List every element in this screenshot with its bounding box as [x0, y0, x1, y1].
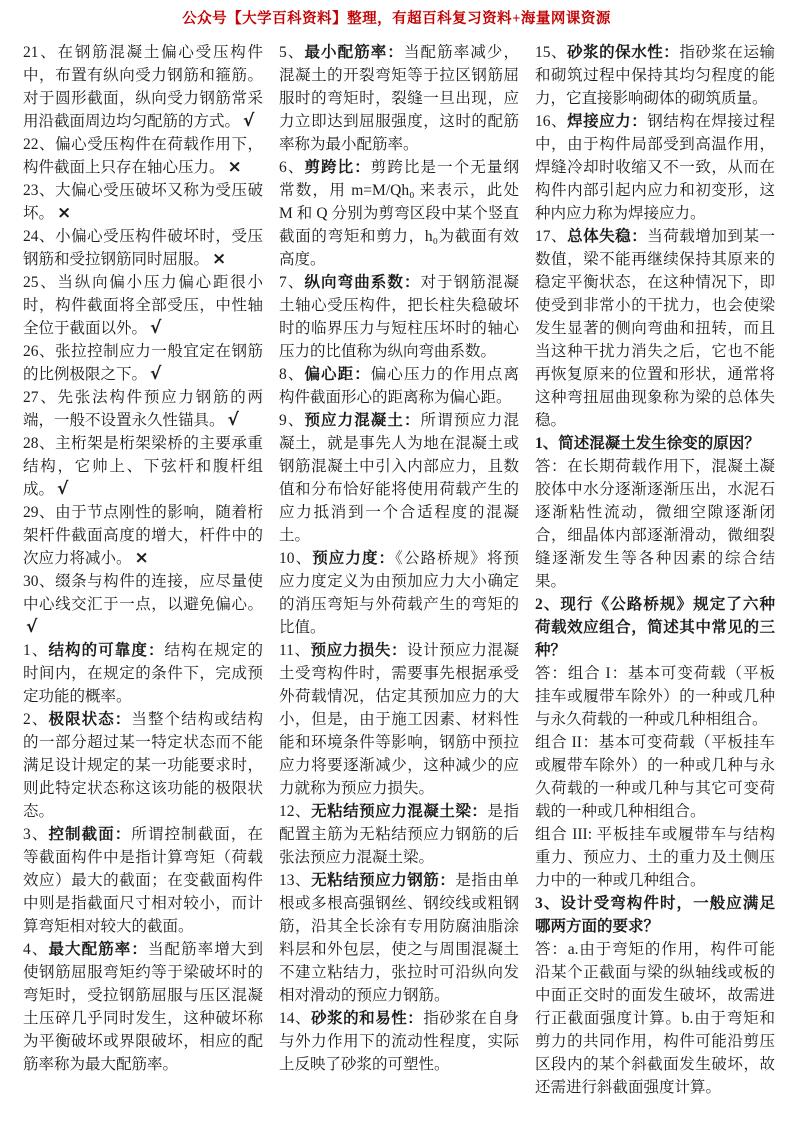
question-text: 1、简述混凝土发生徐变的原因？ — [535, 435, 760, 452]
definition-item — [279, 1007, 519, 1076]
term-name: 结构的可靠度： — [48, 642, 165, 659]
term-name: 最小配筋率： — [304, 44, 404, 61]
item-text: 偏心受压构件在荷载作用下，构件截面上只存在轴心压力。 — [23, 136, 263, 176]
answer-container — [535, 938, 775, 1099]
item-text: 主桁架是桁架梁桥的主要承重结构，它帅上、下弦杆和腹杆组成。 — [23, 435, 263, 498]
answer-mark: √ — [243, 111, 255, 131]
true-false-item — [23, 41, 263, 133]
term-name: 预应力损失： — [310, 642, 408, 659]
document-page — [0, 28, 793, 1099]
true-false-item — [23, 501, 263, 570]
true-false-item — [23, 271, 263, 340]
page-header-banner: 公众号【大学百科资料】整理，有超百科复习资料+海量网课资源 — [182, 11, 611, 27]
answer-mark: √ — [227, 410, 239, 430]
term-body: 当荷载增加到某一数值，梁不能再继续保持其原来的稳定平衡状态，在这种情况下，即使受到非常小的干扰力，也会使梁发生显著的侧向弯曲和扭转，而且当这种干扰力消失之后，它也不能再恢复原来的位置和形状，通常将这种弯扭屈曲现象称为梁的总体失稳。 — [535, 228, 775, 429]
definition-item — [535, 225, 775, 432]
item-number: 8、 — [279, 366, 305, 383]
item-number: 23、 — [23, 182, 56, 199]
term-body: 当配筋率减少，混凝土的开裂弯矩等于拉区钢筋屈服时的弯矩时，裂缝一旦出现，应力立即达到屈服强度，这时的配筋率称为最小配筋率。 — [279, 44, 519, 153]
answer-paragraph: 组合 II：基本可变荷载（平板挂车或履带车除外）的一种或几种与永久荷载的一种或几种与其它可变荷载的一种或几种相组合。 — [535, 734, 775, 820]
term-name: 总体失稳： — [567, 228, 648, 245]
answer-mark: √ — [150, 318, 162, 338]
definition-item — [279, 41, 519, 156]
question-text: 2、现行《公路桥规》规定了六种荷载效应组合，简述其中常见的三种？ — [535, 596, 775, 659]
term-body: 偏心压力的作用点离构件截面形心的距离称为偏心距。 — [279, 366, 519, 406]
item-number: 13、 — [279, 872, 312, 889]
definition-item — [23, 708, 263, 823]
item-number: 3、 — [23, 826, 49, 843]
item-number: 21、 — [23, 44, 58, 61]
answer-container — [535, 455, 775, 593]
term-name: 控制截面： — [48, 826, 132, 843]
term-body: 所谓预应力混凝土，就是事先人为地在混凝土或钢筋混凝土中引入内部应力，且数值和分布恰好能将使用荷载产生的应力抵消到一个合适程度的混凝土。 — [279, 412, 519, 544]
term-body: 钢结构在焊接过程中，由于构件局部受到高温作用，焊缝冷却时收缩又不一致，从而在构件内部引起内应力和初变形，这种内应力称为焊接应力。 — [535, 113, 775, 222]
item-number: 6、 — [279, 159, 305, 176]
term-name: 无粘结预应力混凝土梁： — [311, 803, 488, 820]
answer-mark: √ — [150, 364, 162, 384]
term-name: 纵向弯曲系数： — [304, 274, 421, 291]
term-body: 当配筋率增大到使钢筋屈服弯矩约等于梁破坏时的弯矩时，受拉钢筋屈服与压区混凝土压碎几乎同时发生，这种破坏称为平衡破坏或界限破坏，相应的配筋率称为最大配筋率。 — [23, 941, 263, 1073]
item-number: 11、 — [279, 642, 311, 659]
item-number: 16、 — [535, 113, 568, 130]
text-column-2 — [279, 41, 519, 1099]
definition-item — [535, 41, 775, 110]
answer-paragraph: 答：a.由于弯矩的作用，构件可能沿某个正截面与梁的纵轴线或板的中面正交时的面发生破坏，故需进行正截面强度计算。b.由于弯矩和剪力的共同作用，构件可能沿剪压区段内的某个斜截面发生破坏，故还需进行斜截面强度计算。 — [535, 941, 775, 1096]
term-body: 当整个结构或结构的一部分超过某一特定状态而不能满足设计规定的某一功能要求时，则此特定状态称这该功能的极限状态。 — [23, 711, 263, 820]
term-body: 《公路桥规》将预应力度定义为由预加应力大小确定的消压弯矩与外荷载产生的弯矩的比值。 — [279, 550, 519, 636]
text-column-3 — [535, 41, 775, 1099]
true-false-item — [23, 432, 263, 501]
term-body: 是指配置主筋为无粘结预应力钢筋的后张法预应力混凝土梁。 — [279, 803, 519, 866]
item-number: 25、 — [23, 274, 58, 291]
true-false-item — [23, 133, 263, 179]
true-false-item — [23, 225, 263, 271]
item-text: 由于节点刚性的影响，随着桁架杆件截面高度的增大，杆件中的次应力将减小。 — [23, 504, 263, 567]
text-column-1 — [23, 41, 263, 1099]
definition-item — [279, 547, 519, 639]
answer-paragraph: 答：在长期荷载作用下，混凝土凝胶体中水分逐渐逐渐压出，水泥石逐渐粘性流动，微细空隙逐渐闭合，细晶体内部逐渐滑动，微细裂缝逐渐发生等各种因素的综合结果。 — [535, 458, 775, 590]
item-number: 12、 — [279, 803, 312, 820]
item-number: 14、 — [279, 1010, 312, 1027]
term-body: 指砂浆在运输和砌筑过程中保持其均匀程度的能力，它直接影响砌体的砌筑质量。 — [535, 44, 775, 107]
term-name: 剪跨比： — [304, 159, 371, 176]
item-number: 24、 — [23, 228, 56, 245]
answer-paragraph: 组合 III: 平板挂车或履带车与结构重力、预应力、土的重力及土侧压力中的一种或几种组合。 — [535, 826, 775, 889]
definition-item — [279, 800, 519, 869]
term-body: 所谓控制截面，在等截面构件中是指计算弯矩（荷载效应）最大的截面；在变截面构件中则是指截面尺寸相对较小，而计算弯矩相对较大的截面。 — [23, 826, 263, 935]
item-number: 1、 — [23, 642, 49, 659]
answer-mark: √ — [26, 617, 38, 637]
definition-item — [279, 409, 519, 547]
definition-item — [23, 639, 263, 708]
answer-mark: × — [227, 157, 242, 177]
true-false-item — [23, 340, 263, 386]
item-text: 大偏心受压破坏又称为受压破坏。 — [23, 182, 263, 222]
definition-item — [23, 938, 263, 1076]
item-text: 当纵向偏小压力偏心距很小时，构件截面将全部受压，中性轴全位于截面以外。 — [23, 274, 263, 337]
term-body: 结构在规定的时间内，在规定的条件下，完成预定功能的概率。 — [23, 642, 263, 705]
term-name: 无粘结预应力钢筋： — [311, 872, 456, 889]
definition-item — [279, 271, 519, 363]
term-name: 偏心距： — [304, 366, 371, 383]
answer-mark: × — [134, 548, 149, 568]
true-false-item — [23, 179, 263, 225]
item-number: 10、 — [279, 550, 313, 567]
item-number: 30、 — [23, 573, 56, 590]
item-number: 2、 — [23, 711, 49, 728]
definition-item — [279, 363, 519, 409]
item-text: 在钢筋混凝土偏心受压构件中，布置有纵向受力钢筋和箍筋。对于圆形截面，纵向受力钢筋常采用沿截面周边均匀配筋的方式。 — [23, 44, 263, 130]
item-number: 22、 — [23, 136, 56, 153]
item-number: 9、 — [279, 412, 305, 429]
answer-mark: × — [212, 249, 227, 269]
item-text: 缀条与构件的连接，应尽量使中心线交汇于一点，以避免偏心。 — [23, 573, 263, 613]
item-text: 小偏心受压构件破坏时，受压钢筋和受拉钢筋同时屈服。 — [23, 228, 263, 268]
item-number: 27、 — [23, 389, 58, 406]
term-body: 对于钢筋混凝土轴心受压构件，把长柱失稳破坏时的临界压力与短柱压坏时的轴心压力的比值称为纵向弯曲系数。 — [279, 274, 519, 360]
item-number: 17、 — [535, 228, 568, 245]
term-name: 焊接应力： — [567, 113, 648, 130]
term-body: 指砂浆在自身与外力作用下的流动性程度，实际上反映了砂浆的可塑性。 — [279, 1010, 519, 1073]
item-number: 29、 — [23, 504, 56, 521]
definition-item — [279, 869, 519, 1007]
term-name: 预应力混凝土： — [304, 412, 421, 429]
answer-mark: × — [57, 203, 72, 223]
term-body: 设计预应力混凝土受弯构件时，需要事先根据承受外荷载情况，估定其预加应力的大小，但是，由于施工因素、材料性能和环境条件等影响，钢筋中预拉应力将要逐渐减少，这种减少的应力就称为预应力损失。 — [279, 642, 519, 797]
answer-paragraph: 答：组合 I：基本可变荷载（平板挂车或履带车除外）的一种或几种与永久荷载的一种或几种相组合。 — [535, 665, 775, 728]
item-text: 先张法构件预应力钢筋的两端，一般不设置永久性锚具。 — [23, 389, 263, 429]
definition-item — [279, 156, 519, 271]
question-answer-item — [535, 892, 775, 1099]
item-text: 张拉控制应力一般宜定在钢筋的比例极限之下。 — [23, 343, 263, 383]
term-name: 砂浆的和易性： — [311, 1010, 424, 1027]
true-false-item — [23, 386, 263, 432]
term-name: 最大配筋率： — [48, 941, 148, 958]
question-answer-item — [535, 593, 775, 892]
answer-mark: √ — [57, 479, 69, 499]
term-name: 预应力度： — [312, 550, 396, 567]
question-answer-item — [535, 432, 775, 593]
item-number: 7、 — [279, 274, 305, 291]
true-false-item — [23, 570, 263, 639]
definition-item — [535, 110, 775, 225]
item-number: 26、 — [23, 343, 56, 360]
item-number: 28、 — [23, 435, 56, 452]
term-body: 剪跨比是一个无量纲常数，用 m=M/Qh₀ 来表示，此处 M 和 Q 分别为剪弯区段中某个竖直截面的弯矩和剪力，h₀为截面有效高度。 — [279, 159, 519, 268]
item-number: 5、 — [279, 44, 305, 61]
question-text: 3、设计受弯构件时，一般应满足哪两方面的要求？ — [535, 895, 775, 935]
item-number: 15、 — [535, 44, 568, 61]
definition-item — [23, 823, 263, 938]
definition-item — [279, 639, 519, 800]
term-name: 极限状态： — [48, 711, 132, 728]
term-body: 是指由单根或多根高强钢丝、钢绞线或粗钢筋，沿其全长涂有专用防腐油脂涂料层和外包层，使之与周围混凝土不建立粘结力，张拉时可沿纵向发相对滑动的预应力钢筋。 — [279, 872, 519, 1004]
term-name: 砂浆的保水性： — [567, 44, 680, 61]
answer-container — [535, 662, 775, 892]
item-number: 4、 — [23, 941, 49, 958]
